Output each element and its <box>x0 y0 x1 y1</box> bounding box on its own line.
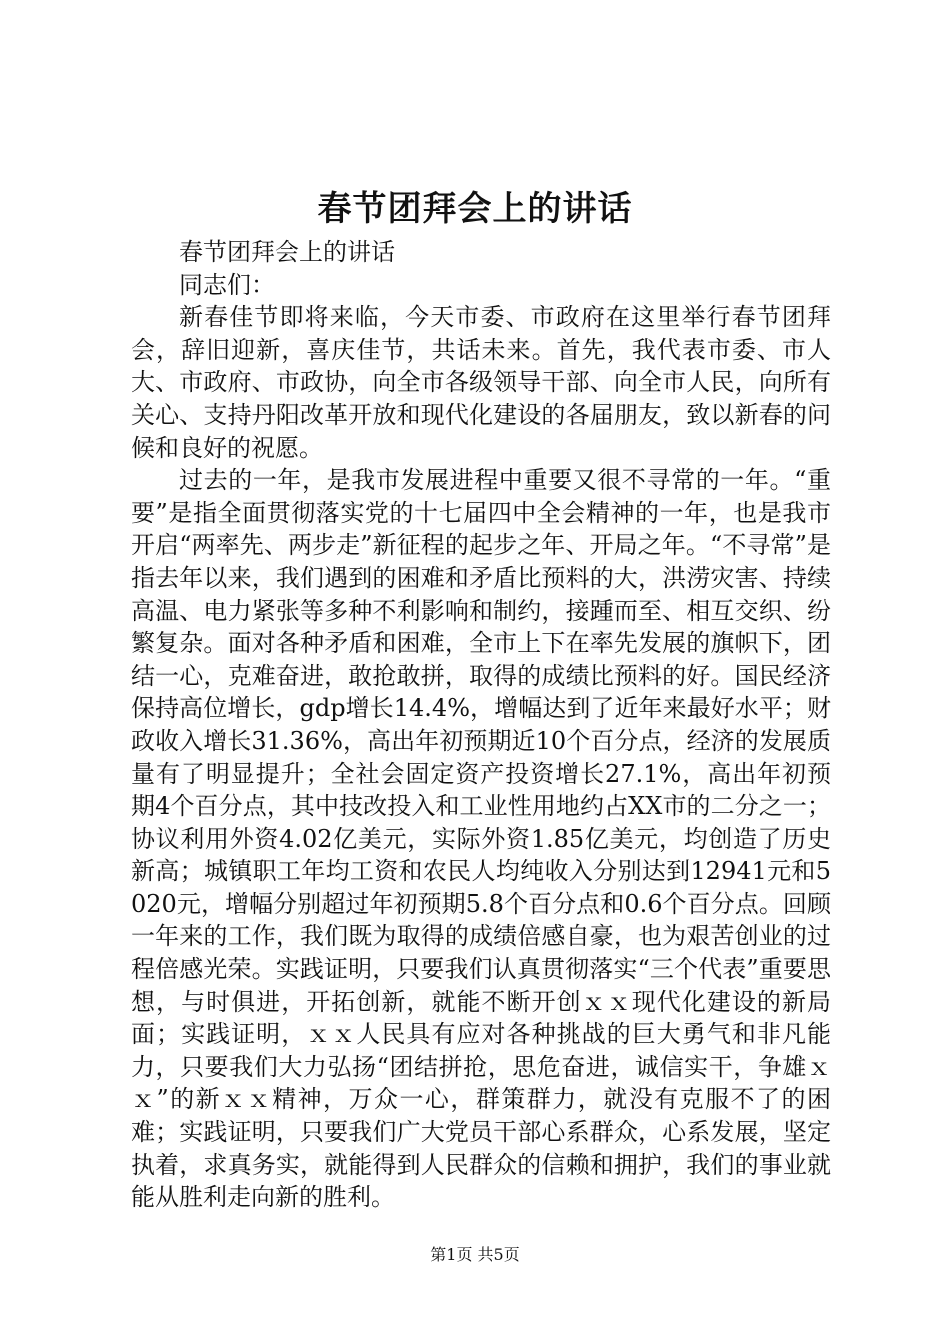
body-paragraph: 新春佳节即将来临，今天市委、市政府在这里举行春节团拜会，辞旧迎新，喜庆佳节，共话未来。首先，我代表市委、市人大、市政府、市政协，向全市各级领导干部、向全市人民，向所有关心、支持丹阳改革开放和现代化建设的各届朋友，致以新春的问候和良好的祝愿。 <box>131 303 831 462</box>
page-number-footer: 第1页 共5页 <box>430 1245 520 1264</box>
document-body <box>131 236 831 1214</box>
document-title: 春节团拜会上的讲话 <box>317 189 633 229</box>
body-paragraph: 过去的一年，是我市发展进程中重要又很不寻常的一年。“重要”是指全面贯彻落实党的十七届四中全会精神的一年，也是我市开启“两率先、两步走”新征程的起步之年、开局之年。“不寻常”是指去年以来，我们遇到的困难和矛盾比预料的大，洪涝灾害、持续高温、电力紧张等多种不利影响和制约，接踵而至、相互交织、纷繁复杂。面对各种矛盾和困难，全市上下在率先发展的旗帜下，团结一心，克难奋进，敢抢敢拼，取得的成绩比预料的好。国民经济保持高位增长，gdp增长14.4%，增幅达到了近年来最好水平；财政收入增长31.36%，高出年初预期近10个百分点，经济的发展质量有了明显提升；全社会固定资产投资增长27.1%，高出年初预期4个百分点，其中技改投入和工业性用地约占XX市的二分之一；协议利用外资4.02亿美元，实际外资1.85亿美元，均创造了历史新高；城镇职工年均工资和农民人均纯收入分别达到12941元和5020元，增幅分别超过年初预期5.8个百分点和0.6个百分点。回顾一年来的工作，我们既为取得的成绩倍感自豪，也为艰苦创业的过程倍感光荣。实践证明，只要我们认真贯彻落实“三个代表”重要思想，与时俱进，开拓创新，就能不断开创ｘｘ现代化建设的新局面；实践证明，ｘｘ人民具有应对各种挑战的巨大勇气和非凡能力，只要我们大力弘扬“团结拼抢，思危奋进，诚信实干，争雄ｘｘ”的新ｘｘ精神，万众一心，群策群力，就没有克服不了的困难；实践证明，只要我们广大党员干部心系群众，心系发展，坚定执着，求真务实，就能得到人民群众的信赖和拥护，我们的事业就能从胜利走向新的胜利。 <box>131 466 831 1212</box>
salutation-paragraph: 同志们： <box>179 270 275 299</box>
subtitle-paragraph: 春节团拜会上的讲话 <box>179 238 395 266</box>
